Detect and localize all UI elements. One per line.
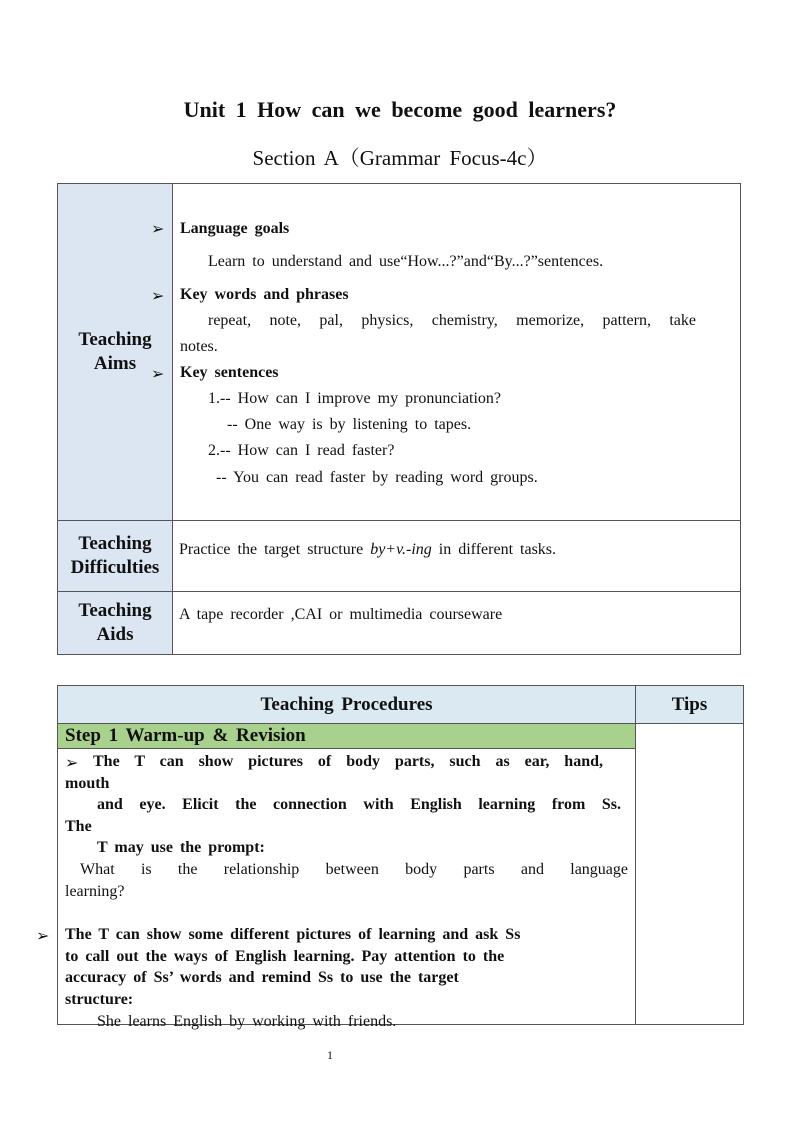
key-words-heading: Key words and phrases (180, 286, 349, 303)
language-goals-heading: Language goals (180, 220, 290, 237)
step1-p2-line1: The T can show some different pictures of learning and ask Ss (65, 926, 521, 943)
teaching-difficulties-label (58, 521, 173, 592)
step1-p1-line6: What is the relationship between body parts and language (80, 861, 628, 878)
key-sentence-2-answer: -- You can read faster by reading word groups. (216, 469, 538, 486)
arrow-bullet-icon: ➢ (151, 366, 165, 383)
teaching-aids-text: A tape recorder ,CAI or multimedia courseware (173, 592, 741, 655)
key-sentence-2: 2.-- How can I read faster? (208, 442, 395, 459)
key-sentences-heading: Key sentences (180, 364, 279, 381)
page-number: 1 (327, 1048, 333, 1062)
step1-content (36, 749, 636, 1030)
teaching-difficulties-label-line2: Difficulties (70, 557, 160, 578)
step1-p2-line2: to call out the ways of English learning. Pay attention to the (65, 948, 505, 965)
arrow-bullet-icon: ➢ (151, 288, 165, 305)
step1-p1-line7: learning? (65, 883, 125, 900)
teaching-aids-label-line2: Aids (96, 624, 134, 645)
teaching-aids-label (58, 592, 173, 655)
tips-cell (636, 724, 744, 1025)
arrow-bullet-icon: ➢ (36, 928, 50, 945)
teaching-aims-label-line1: Teaching (78, 329, 152, 350)
arrow-bullet-icon: ➢ (151, 221, 165, 238)
key-sentence-1: 1.-- How can I improve my pronunciation? (208, 390, 502, 407)
step1-p2-line3: accuracy of Ss’ words and remind Ss to use the target (65, 969, 459, 986)
key-sentence-1-answer: -- One way is by listening to tapes. (227, 416, 472, 433)
key-words-line2: notes. (180, 338, 218, 355)
step1-p1-line1: The T can show pictures of body parts, such as ear, hand, (93, 753, 603, 770)
teaching-procedures-table (36, 685, 744, 1030)
teaching-aims-table (57, 183, 741, 655)
page-title: Unit 1 How can we become good learners? (183, 97, 617, 122)
step1-title: Step 1 Warm-up & Revision (58, 724, 636, 749)
language-goals-text: Learn to understand and use“How...?”and“By...?”sentences. (208, 253, 604, 270)
arrow-bullet-icon: ➢ (65, 755, 79, 772)
step1-p1-line4: The (65, 818, 92, 835)
teaching-aims-content (151, 184, 741, 521)
teaching-aids-label-line1: Teaching (78, 600, 152, 621)
tips-header: Tips (636, 686, 744, 724)
teaching-aims-label-line2: Aims (93, 353, 137, 374)
target-structure: by+v.-ing (370, 541, 432, 558)
step1-p1-line5: T may use the prompt: (97, 839, 265, 856)
step1-p2-line4: structure: (65, 991, 134, 1008)
step1-p1-line2: mouth (65, 775, 110, 792)
step1-p2-line5: She learns English by working with friends. (97, 1013, 397, 1030)
teaching-procedures-header: Teaching Procedures (58, 686, 636, 724)
teaching-difficulties-label-line1: Teaching (78, 533, 152, 554)
teaching-difficulties-text: Practice the target structure by+v.-ing in different tasks. (173, 521, 741, 592)
page-subtitle: Section A（Grammar Focus-4c） (252, 146, 548, 170)
key-words-line1: repeat, note, pal, physics, chemistry, memorize, pattern, take (208, 312, 696, 329)
step1-p1-line3: and eye. Elicit the connection with English learning from Ss. (97, 796, 621, 813)
